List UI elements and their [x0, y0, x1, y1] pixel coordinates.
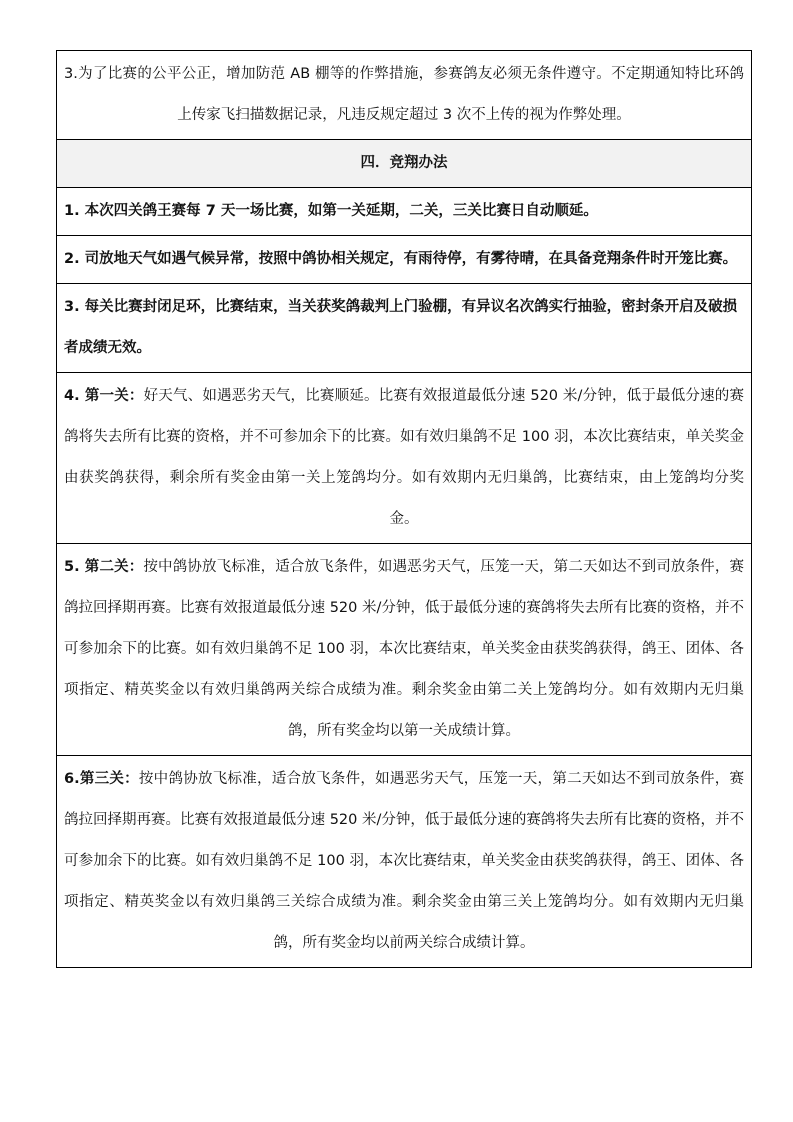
- rule-text: 2. 司放地天气如遇气候异常，按照中鸽协相关规定，有雨待停，有雾待晴，在具备竞翔条件时开笼比赛。: [64, 251, 738, 267]
- table-row: [57, 236, 752, 284]
- rule-schedule: [57, 188, 752, 236]
- rule-stage-one: [57, 373, 752, 544]
- rule-label: 6.第三关：: [64, 771, 139, 787]
- rule-weather: [57, 236, 752, 284]
- rule-text: 按中鸽协放飞标准，适合放飞条件，如遇恶劣天气，压笼一天，第二天如达不到司放条件，赛鸽拉回择期再赛。比赛有效报道最低分速 520 米/分钟，低于最低分速的赛鸽将失去所有比赛的资格，并不可参加余下的比赛。如有效归巢鸽不足 100 羽，本次比赛结束，单关奖金由获奖鸽获得，鸽王、团体、各项指定、精英奖金以有效归巢鸽两关综合成绩为准。剩余奖金由第二关上笼鸽均分。如有效期内无归巢鸽，所有奖金均以第一关成绩计算。: [64, 559, 744, 739]
- table-row: [57, 51, 752, 140]
- rule-text: 3. 每关比赛封闭足环，比赛结束，当关获奖鸽裁判上门验棚，有异议名次鸽实行抽验，密封条开启及破损者成绩无效。: [64, 299, 738, 356]
- table-row: [57, 544, 752, 756]
- rules-table: [56, 50, 752, 968]
- rule-text: 3.为了比赛的公平公正，增加防范 AB 棚等的作弊措施，参赛鸽友必须无条件遵守。不定期通知特比环鸽上传家飞扫描数据记录，凡违反规定超过 3 次不上传的视为作弊处理。: [64, 66, 744, 123]
- section-title: 四．竞翔办法: [360, 155, 448, 171]
- rule-text: 1. 本次四关鸽王赛每 7 天一场比赛，如第一关延期，二关，三关比赛日自动顺延。: [64, 203, 598, 219]
- section-header-competition-method: [57, 140, 752, 188]
- table-row: [57, 756, 752, 968]
- table-row: [57, 140, 752, 188]
- table-row: [57, 188, 752, 236]
- rule-label: 4. 第一关：: [64, 388, 144, 404]
- rule-text: 按中鸽协放飞标准，适合放飞条件，如遇恶劣天气，压笼一天，第二天如达不到司放条件，赛鸽拉回择期再赛。比赛有效报道最低分速 520 米/分钟，低于最低分速的赛鸽将失去所有比赛的资格，并不可参加余下的比赛。如有效归巢鸽不足 100 羽，本次比赛结束，单关奖金由获奖鸽获得，鸽王、团体、各项指定、精英奖金以有效归巢鸽三关综合成绩为准。剩余奖金由第三关上笼鸽均分。如有效期内无归巢鸽，所有奖金均以前两关综合成绩计算。: [64, 771, 744, 951]
- rule-stage-three: [57, 756, 752, 968]
- rule-text: 好天气、如遇恶劣天气，比赛顺延。比赛有效报道最低分速 520 米/分钟，低于最低分速的赛鸽将失去所有比赛的资格，并不可参加余下的比赛。如有效归巢鸽不足 100 羽，本次比赛结束，单关奖金由获奖鸽获得，剩余所有奖金由第一关上笼鸽均分。如有效期内无归巢鸽，比赛结束，由上笼鸽均分奖金。: [64, 388, 744, 527]
- rule-anti-cheating: [57, 51, 752, 140]
- table-row: [57, 284, 752, 373]
- rule-stage-two: [57, 544, 752, 756]
- rule-label: 5. 第二关：: [64, 559, 144, 575]
- rule-ring-inspection: [57, 284, 752, 373]
- table-row: [57, 373, 752, 544]
